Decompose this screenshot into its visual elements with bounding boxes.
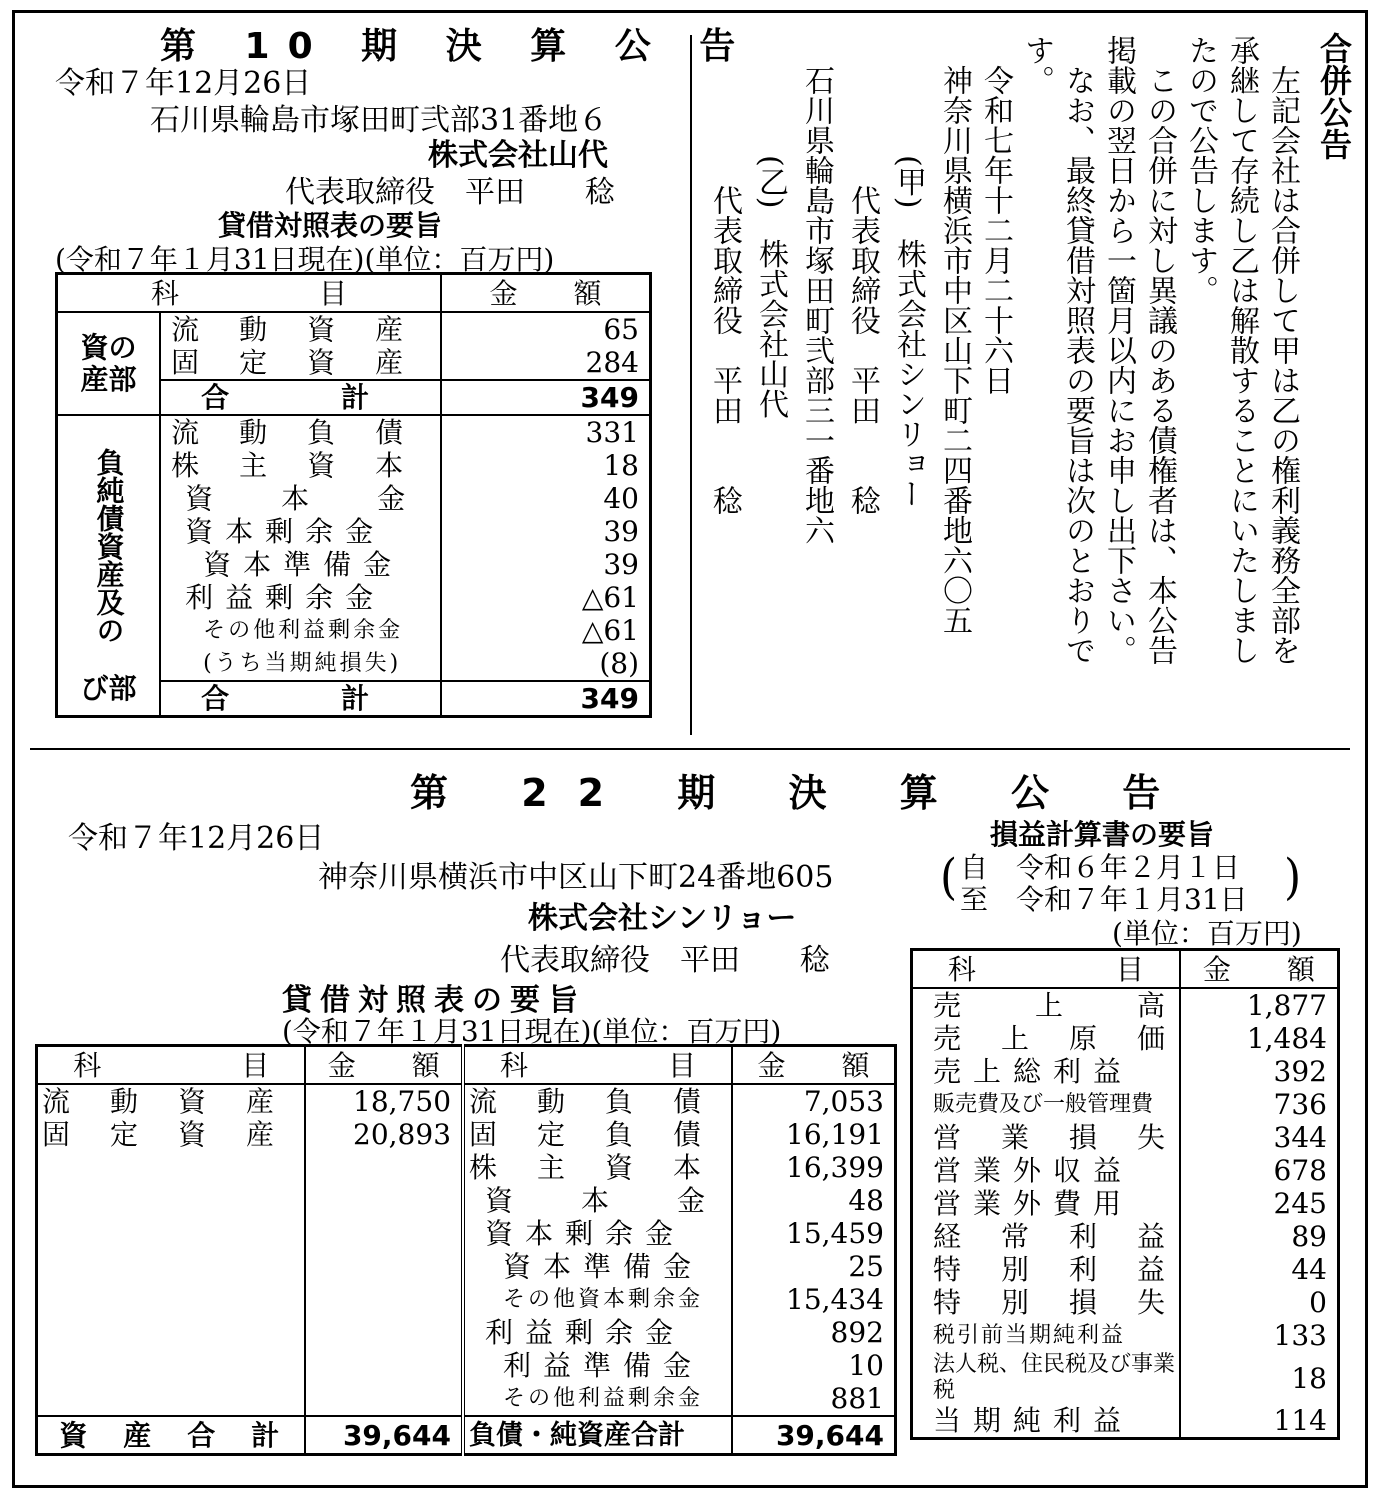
bs2-total-right-value: 39,644	[732, 1416, 896, 1455]
merger-line: 神奈川県横浜市中区山下町二四番地六〇五	[937, 35, 972, 635]
bs1-header-amount: 金 額	[441, 274, 651, 313]
bs1-row-value: (8)	[441, 647, 651, 681]
pl-row-label: 営業外費用	[933, 1187, 1134, 1220]
bs1-row-value: 65	[441, 312, 651, 346]
pl-row-label: 経 常 利 益	[933, 1220, 1172, 1253]
pl-period-bracket-right: )	[1284, 849, 1302, 906]
notice2-representative: 代表取締役 平田 稔	[500, 943, 830, 978]
horizontal-divider	[30, 748, 1350, 750]
bs1-row-value: 284	[441, 346, 651, 380]
merger-line: (乙) 株式会社山代	[753, 35, 788, 419]
notice1-bs-subtitle: (令和７年１月31日現在)(単位：百万円)	[55, 243, 555, 276]
bs1-row-value: 18	[441, 449, 651, 482]
bs1-assets-section-label: 資の産部	[80, 330, 137, 396]
pl-period-bracket-left: (	[940, 849, 958, 906]
notice2-pl-from: 自 令和６年２月１日	[960, 851, 1241, 884]
merger-line: 左記会社は合併して甲は乙の権利義務全部を	[1265, 35, 1300, 665]
bs1-liab-total-label: 合 計	[160, 681, 441, 717]
pl-row-label: 売上総利益	[933, 1055, 1134, 1088]
bs1-row-value: 40	[441, 482, 651, 515]
bs2-left-header-amount: 金 額	[305, 1046, 463, 1085]
bs1-row-label: 資 本 金	[160, 482, 441, 515]
merger-line: (甲) 株式会社シンリョー	[891, 35, 926, 509]
bs1-row-value: △61	[441, 581, 651, 614]
bs1-row-label: 株 主 資 本	[160, 449, 441, 482]
pl-row-value: 392	[1180, 1055, 1339, 1088]
pl-row-label: 営 業 損 失	[933, 1121, 1172, 1154]
pl-header-item: 科 目	[912, 950, 1180, 989]
notice1-date: 令和７年12月26日	[55, 66, 312, 101]
merger-line: 令和七年十二月二十六日	[978, 35, 1013, 395]
pl-row-value: 1,484	[1180, 1022, 1339, 1055]
notice1-address: 石川県輪島市塚田町弐部31番地６	[150, 103, 609, 138]
bs1-row-label: 流 動 負 債	[160, 415, 441, 449]
bs1-liab-total-value: 349	[441, 681, 651, 717]
pl-row-value: 1,877	[1180, 988, 1339, 1022]
merger-line: 承継して存続し乙は解散することにいたしまし	[1224, 35, 1259, 665]
bs2-left-row-label: 流 動 資 産 固 定 資 産	[42, 1085, 281, 1151]
merger-line: 石川県輪島市塚田町弐部三一番地六	[799, 35, 834, 545]
notice2-income-statement	[910, 948, 1340, 1440]
notice2-pl-unit: (単位：百万円)	[1112, 917, 1302, 950]
pl-row-value: 44	[1180, 1253, 1339, 1286]
notice2-company: 株式会社シンリョー	[528, 901, 797, 936]
notice1-title: 第 10 期 決 算 公 告	[160, 26, 754, 67]
merger-line: 代表取締役 平田 稔	[707, 35, 742, 515]
pl-row-value: 344	[1180, 1121, 1339, 1154]
pl-row-label: 販売費及び一般管理費	[933, 1091, 1154, 1117]
merger-line: たので公告します。	[1183, 35, 1218, 305]
notice2-date: 令和７年12月26日	[68, 821, 325, 856]
pl-header-amount: 金 額	[1180, 950, 1339, 989]
pl-row-value: 133	[1180, 1319, 1339, 1352]
pl-row-label: 特 別 損 失	[933, 1286, 1172, 1319]
notice1-balance-sheet	[55, 272, 652, 718]
bs2-right-labels: 流 動 負 債 固 定 負 債 株 主 資 本 資 本 金 資本剰余金 資本準備金 その他資本剰余金 利益剰余金 利益準備金 その他利益剰余金	[463, 1084, 732, 1416]
pl-row-value: 736	[1180, 1088, 1339, 1121]
merger-line: 掲載の翌日から一箇月以内にお申し出下さい。	[1101, 35, 1136, 665]
bs1-header-item: 科 目	[57, 274, 441, 313]
bs2-total-left-value: 39,644	[305, 1416, 463, 1455]
bs2-right-header-amount: 金 額	[732, 1046, 896, 1085]
pl-row-label: 税引前当期純利益	[933, 1323, 1126, 1348]
bs1-row-value: △61	[441, 614, 651, 647]
notice2-bs-title: 貸借対照表の要旨	[282, 983, 586, 1018]
notice2-bs-subtitle: (令和７年１月31日現在)(単位：百万円)	[282, 1015, 782, 1048]
pl-row-label: 特 別 利 益	[933, 1253, 1172, 1286]
bs2-left-header-item: 科 目	[37, 1046, 306, 1085]
notice1-representative: 代表取締役 平田 稔	[285, 175, 615, 210]
merger-heading: 合併公告	[1315, 32, 1353, 160]
bs1-row-label: その他利益剰余金	[160, 614, 441, 647]
notice2-balance-sheet	[35, 1044, 897, 1456]
bs1-assets-total-label: 合 計	[160, 380, 441, 415]
pl-row-label: 営業外収益	[933, 1154, 1134, 1187]
bs2-right-values: 7,053 16,191 16,399 48 15,459 25 15,434 892 10 881	[732, 1084, 896, 1416]
notice2-address: 神奈川県横浜市中区山下町24番地605	[318, 860, 834, 895]
pl-row-label: 当期純利益	[933, 1404, 1134, 1437]
pl-row-value: 114	[1180, 1404, 1339, 1439]
merger-line: なお、最終貸借対照表の要旨は次のとおりで	[1060, 35, 1095, 665]
notice2-title: 第 22 期 決 算 公 告	[410, 771, 1191, 815]
pl-row-value: 18	[1180, 1352, 1339, 1404]
bs2-total-right-label: 負債・純資産合計	[463, 1416, 732, 1455]
bs2-total-left-label: 資 産 合 計	[37, 1416, 306, 1455]
pl-row-label: 法人税、住民税及び事業税	[933, 1352, 1176, 1403]
bs1-row-label: 固 定 資 産	[160, 346, 441, 380]
bs2-left-row-value: 18,750 20,893	[305, 1084, 463, 1416]
bs1-row-label: 流 動 資 産	[160, 312, 441, 346]
merger-line: 代表取締役 平田 稔	[845, 35, 880, 515]
pl-row-label: 売 上 高	[933, 989, 1172, 1022]
notice2-pl-to: 至 令和７年１月31日	[960, 883, 1248, 916]
bs1-row-label: 資本準備金	[160, 548, 441, 581]
bs1-assets-total-value: 349	[441, 380, 651, 415]
bs1-row-value: 39	[441, 548, 651, 581]
bs2-right-header-item: 科 目	[463, 1046, 732, 1085]
notice1-bs-title: 貸借対照表の要旨	[218, 209, 443, 242]
pl-row-label: 売 上 原 価	[933, 1022, 1172, 1055]
notice1-company: 株式会社山代	[428, 138, 608, 173]
notice2-pl-title: 損益計算書の要旨	[990, 818, 1215, 851]
bs1-row-value: 39	[441, 515, 651, 548]
vertical-divider	[690, 35, 692, 735]
pl-row-value: 678	[1180, 1154, 1339, 1187]
pl-row-value: 245	[1180, 1187, 1339, 1220]
pl-row-value: 89	[1180, 1220, 1339, 1253]
merger-line: す。	[1019, 35, 1054, 95]
bs1-row-label: 資本剰余金	[160, 515, 441, 548]
bs1-row-value: 331	[441, 415, 651, 449]
bs1-row-label: (うち当期純損失)	[160, 647, 441, 681]
bs1-liabilities-section-label: 負純債資産及の び部	[57, 415, 161, 717]
merger-line: この合併に対し異議のある債権者は、本公告	[1142, 35, 1177, 665]
pl-row-value: 0	[1180, 1286, 1339, 1319]
bs1-row-label: 利益剰余金	[160, 581, 441, 614]
